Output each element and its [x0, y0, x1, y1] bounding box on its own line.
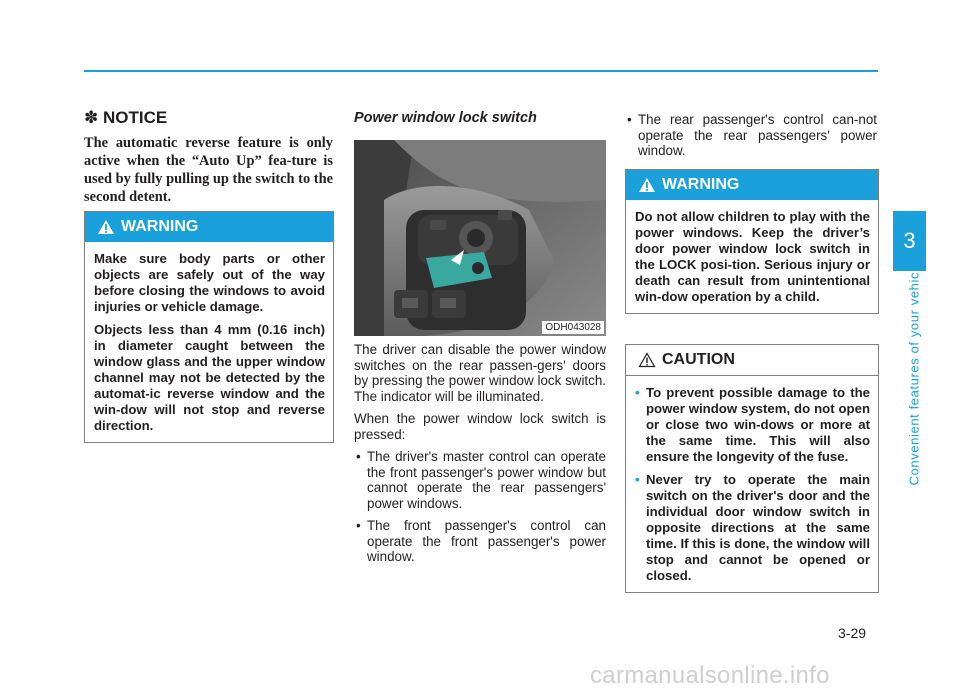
notice-title: ✽ NOTICE	[84, 108, 168, 127]
chapter-title-text: Convenient features of your vehicle	[906, 260, 922, 486]
caution-header	[626, 345, 878, 376]
warning-header	[85, 212, 333, 242]
caution-triangle-icon	[638, 352, 656, 368]
section-intro: The driver can disable the power window switches on the rear passen-gers' doors by pressing the power window lock switch. The indicator will be illuminated.	[354, 342, 606, 404]
chapter-tab: 3	[893, 211, 926, 271]
warning-body	[626, 200, 878, 313]
section-body	[354, 342, 606, 572]
section-heading	[354, 110, 606, 126]
warning-body	[85, 242, 333, 442]
bullet-item: • The rear passenger's control can-not operate the rear passengers' power window.	[625, 112, 877, 159]
door-switch-photo	[354, 140, 606, 336]
section-title: Power window lock switch	[354, 110, 537, 126]
warning-title: WARNING	[121, 218, 199, 235]
section-when-pressed: When the power window lock switch is pressed:	[354, 411, 606, 442]
caution-title: CAUTION	[662, 351, 735, 368]
warning-title: WARNING	[662, 176, 740, 193]
warning-box-left	[84, 211, 334, 443]
warning-header	[626, 170, 878, 200]
warning-triangle-icon	[97, 219, 115, 235]
caution-body	[626, 376, 878, 592]
notice-section	[84, 108, 333, 206]
caution-list	[635, 385, 870, 584]
warning-paragraph: Do not allow children to play with the power windows. Keep the driver’s door power window lock switch in the LOCK posi-tion. Serious injury or death can result from unintentional win-dow operation by a child.	[635, 209, 870, 304]
warning-triangle-icon	[638, 177, 656, 193]
door-switch-illustration	[354, 140, 606, 336]
bullet-item: • The driver's master control can operate the front passenger's power window but cannot operate the rear passengers' power windows.	[354, 449, 606, 511]
page-number: 3-29	[838, 625, 867, 641]
caution-item: • Never try to operate the main switch on the driver's door and the individual door window switch in opposite directions at the same time. If this is done, the window will stop and cannot be opened or closed.	[635, 472, 870, 584]
notice-body: The automatic reverse feature is only active when the “Auto Up” fea-ture is used by fully pulling up the switch to the second detent.	[84, 135, 333, 205]
caution-item: • To prevent possible damage to the power window system, do not open or close two win-dows or more at the same time. This will also ensure the longevity of the fuse.	[635, 385, 870, 465]
top-rule	[84, 70, 878, 72]
warning-box-right	[625, 169, 879, 314]
warning-paragraph: Objects less than 4 mm (0.16 inch) in diameter caught between the window glass and the upper window channel may not be detected by the automat-ic reverse window and the win-dow will not stop and reverse direction.	[94, 322, 325, 433]
warning-paragraph: Make sure body parts or other objects are safely out of the way before closing the windows to avoid injuries or vehicle damage.	[94, 251, 325, 314]
caution-box	[625, 344, 879, 593]
bottom-watermark: carmanualsonline.info	[590, 662, 830, 689]
section-continued	[625, 112, 877, 166]
image-code: ODH043028	[542, 321, 604, 334]
bullet-item: • The front passenger's control can operate the front passenger's power window.	[354, 518, 606, 565]
